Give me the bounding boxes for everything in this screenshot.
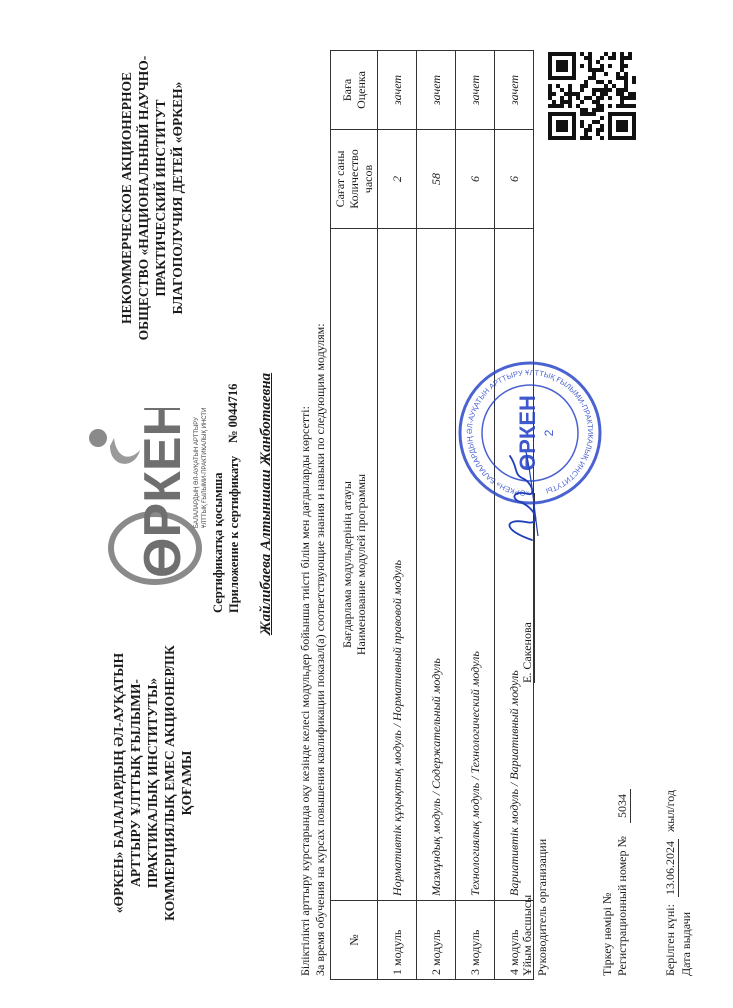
org-line: НЕКОММЕРЧЕСКОЕ АКЦИОНЕРНОЕ: [119, 72, 134, 324]
logo-head-icon: [89, 429, 107, 447]
module-number: 2 модуль: [417, 901, 456, 980]
org-line: АРТТЫРУ ҰЛТТЫҚ ҒЫЛЫМИ-: [128, 679, 143, 887]
org-name-kazakh: [110, 638, 195, 928]
director-role: [520, 839, 550, 976]
header-hours-ru: Количество часов: [347, 149, 375, 209]
registration-number: 5034: [615, 789, 631, 823]
subtitle-kazakh: Сертификатқа қосымша: [211, 472, 225, 613]
logo-wordmark: ӨРКЕН: [134, 408, 192, 578]
module-name: Технологиялық модуль / Технологический модуль: [456, 229, 495, 901]
module-grade: зачет: [417, 51, 456, 130]
issue-label-russian: Дата выдачи: [679, 911, 693, 976]
certificate-appendix-title: [210, 413, 242, 613]
issue-date: 13.06.2024: [663, 841, 677, 896]
org-line: БЛАГОПОЛУЧИЯ ДЕТЕЙ «ӨРКЕН»: [170, 81, 185, 315]
module-hours: 6: [495, 130, 534, 229]
table-header-row: [331, 51, 378, 980]
module-number: 4 модуль: [495, 901, 534, 980]
registration-label-russian: Регистрационный номер №: [615, 836, 629, 976]
header-name-kk: Бағдарлама модульдерінің атауы: [340, 481, 354, 648]
module-name: Нормативтік құқықтық модуль / Нормативный правовой модуль: [378, 229, 417, 901]
header-hours: [331, 130, 378, 229]
subtitle-russian: Приложение к сертификату: [227, 455, 241, 613]
table-row: [456, 51, 495, 980]
certificate-number: № 0044716: [226, 383, 240, 443]
registration-label-kazakh: Тіркеу нөмірі №: [600, 892, 614, 976]
module-hours: 6: [456, 130, 495, 229]
module-name: Вариативтік модуль / Вариативный модуль: [495, 229, 534, 901]
module-name: Мазмұндық модуль / Содержательный модуль: [417, 229, 456, 901]
intro-kazakh: Біліктілікті арттыру курстарында оқу кезінде келесі модульдер бойынша тиісті білім мен дағдыларды көрсетті:: [298, 406, 312, 976]
orken-logo: [80, 408, 220, 588]
org-name-russian: [118, 48, 186, 348]
module-hours: 2: [378, 130, 417, 229]
logo-tagline-2: ҰЛТТЫҚ ҒЫЛЫМИ-ПРАКТИКАЛЫҚ ИНСТИТУТЫ: [202, 408, 208, 528]
module-number: 3 модуль: [456, 901, 495, 980]
recipient-name: Жайлибаева Алтыншаш Жанботаевна: [258, 372, 274, 636]
stamp-center-text: ӨРКЕН: [515, 395, 540, 471]
qr-code: [548, 52, 636, 140]
logo-tagline-1: БАЛАЛАРДЫҢ ӘЛ-АУҚАТЫН АРТТЫРУ: [194, 417, 200, 528]
header-module-name: [331, 229, 378, 901]
module-grade: зачет: [378, 51, 417, 130]
header-name-ru: Наименование модулей программы: [354, 473, 368, 656]
role-russian: Руководитель организации: [535, 838, 549, 976]
org-line: «ӨРКЕН» БАЛАЛАРДЫҢ ӘЛ-АУҚАТЫН: [111, 652, 126, 914]
issue-date-suffix: жыл/год: [663, 789, 677, 833]
table-row: [378, 51, 417, 980]
module-grade: зачет: [495, 51, 534, 130]
stamp-number: 2: [542, 429, 556, 437]
module-grade: зачет: [456, 51, 495, 130]
module-number: 1 модуль: [378, 901, 417, 980]
org-line: ОБЩЕСТВО «НАЦИОНАЛЬНЫЙ НАУЧНО-: [136, 55, 151, 341]
header-grade: [331, 51, 378, 130]
org-line: КОММЕРЦИЯЛЫҚ ЕМЕС АКЦИОНЕРЛІК: [162, 645, 177, 921]
registration-block: [600, 789, 631, 976]
header-grade-ru: Оценка: [354, 71, 368, 109]
org-line: ПРАКТИКАЛЫҚ ИНСТИТУТЫ»: [145, 677, 160, 889]
module-hours: 58: [417, 130, 456, 229]
stamp-ring-textpath: «ӨРКЕН» БАЛАЛАРДЫҢ ӘЛ-АУҚАТЫН АРТТЫРУ ҰЛТТЫҚ ҒЫЛЫМИ-ПРАКТИКАЛЫҚ ИНСТИТУТЫ: [464, 367, 596, 499]
header-grade-kk: Баға: [340, 78, 354, 102]
header-hours-kk: Сағат саны: [333, 150, 347, 208]
org-line: ПРАКТИЧЕСКИЙ ИНСТИТУТ: [153, 99, 168, 297]
role-kazakh: Ұйым басшысы: [520, 894, 534, 976]
intro-text: [298, 323, 328, 976]
table-row: [417, 51, 456, 980]
issue-label-kazakh: Берілген күні:: [663, 904, 677, 976]
handwritten-signature: [492, 448, 552, 548]
director-name: Е. Сакенова: [520, 622, 534, 683]
header-number: №: [331, 901, 378, 980]
org-line: ҚОҒАМЫ: [179, 750, 194, 816]
intro-russian: За время обучения на курсах повышения квалификации показал(а) соответствующие знания и навыки по следующим модулям:: [313, 323, 327, 976]
issue-date-block: [663, 790, 694, 976]
